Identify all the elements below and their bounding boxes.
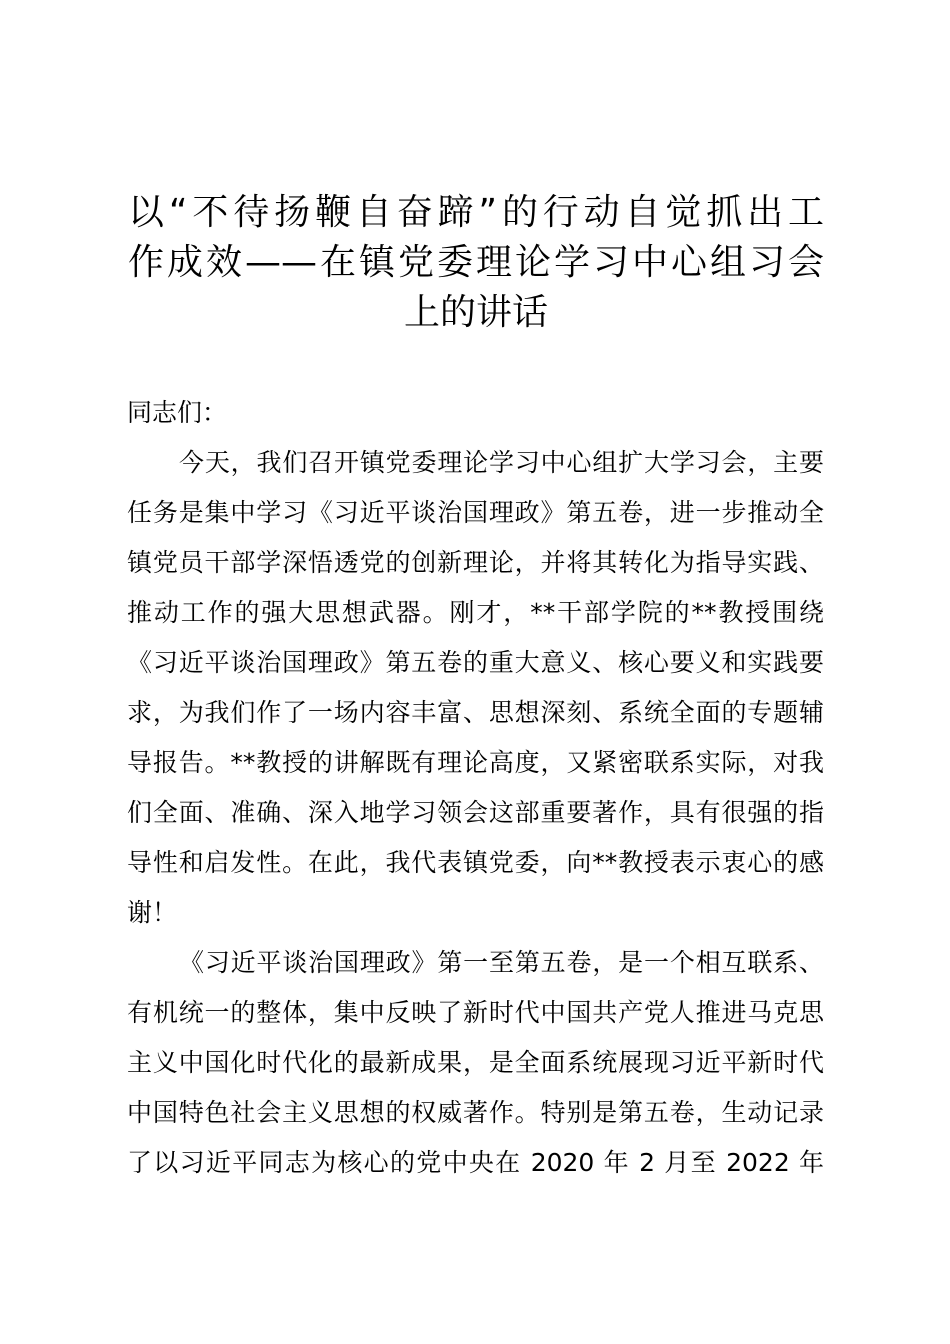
text-line: 有机统一的整体，集中反映了新时代中国共产党人推进马克思 (127, 998, 824, 1027)
title-line: 作成效——在镇党委理论学习中心组习会 (128, 242, 824, 283)
title-line: 以“不待扬鞭自奋蹄”的行动自觉抓出工 (128, 192, 824, 233)
text-line: 任务是集中学习《习近平谈治国理政》第五卷，进一步推动全 (127, 498, 824, 527)
document-title (128, 188, 824, 338)
paragraph-2 (127, 938, 824, 1188)
text-line: 主义中国化时代化的最新成果，是全面系统展现习近平新时代 (127, 1048, 824, 1077)
text-line: 今天，我们召开镇党委理论学习中心组扩大学习会，主要 (179, 448, 824, 477)
text-line: 求，为我们作了一场内容丰富、思想深刻、系统全面的专题辅 (127, 698, 824, 727)
text-line: 镇党员干部学深悟透党的创新理论，并将其转化为指导实践、 (127, 548, 824, 577)
paragraph-1 (127, 438, 824, 938)
document-body (127, 388, 824, 1188)
text-line: 了以习近平同志为核心的党中央在 2020 年 2 月至 2022 年 (127, 1148, 824, 1177)
text-line: 导性和启发性。在此，我代表镇党委，向**教授表示衷心的感 (127, 848, 824, 877)
text-line: 导报告。**教授的讲解既有理论高度，又紧密联系实际，对我 (127, 748, 824, 777)
text-line: 推动工作的强大思想武器。刚才，**干部学院的**教授围绕 (127, 598, 824, 627)
text-line: 中国特色社会主义思想的权威著作。特别是第五卷，生动记录 (127, 1098, 824, 1127)
title-line: 上的讲话 (403, 292, 548, 333)
salutation: 同志们： (127, 398, 228, 427)
text-line: 谢！ (127, 898, 178, 927)
text-line: 《习近平谈治国理政》第五卷的重大意义、核心要义和实践要 (127, 648, 824, 677)
text-line: 《习近平谈治国理政》第一至第五卷，是一个相互联系、 (179, 948, 824, 977)
text-line: 们全面、准确、深入地学习领会这部重要著作，具有很强的指 (127, 798, 824, 827)
